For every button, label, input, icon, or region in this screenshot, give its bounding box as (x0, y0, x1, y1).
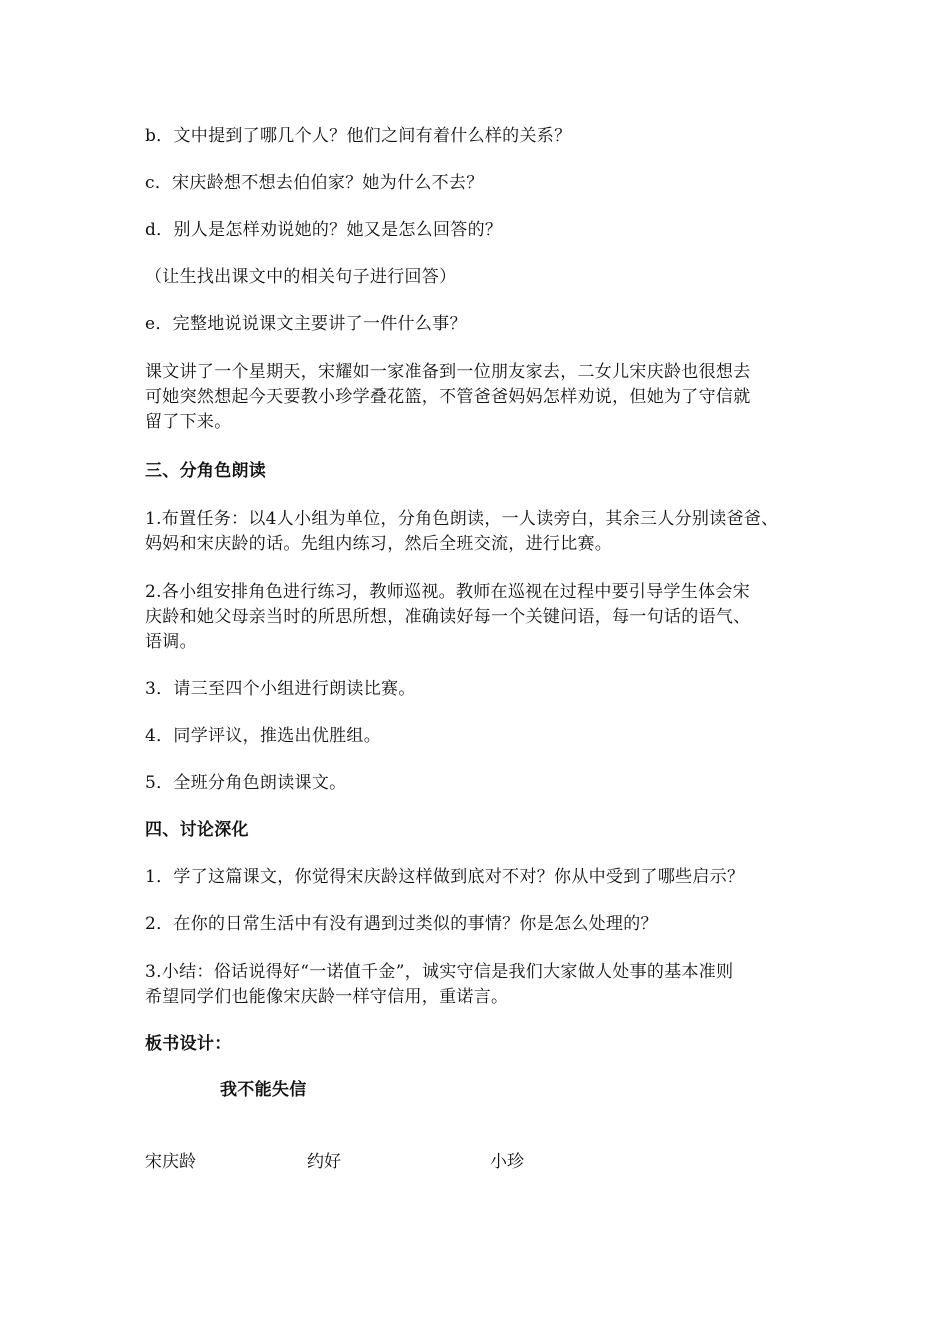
summary-line-3: 留了下来。 (145, 412, 232, 432)
section-4-item-3-line-1: 3.小结：俗话说得好“一诺值千金”，诚实守信是我们大家做人处事的基本准则 (145, 962, 734, 982)
board-cell-xiaozhen: 小珍 (490, 1152, 524, 1172)
section-4-item-1: 1．学了这篇课文，你觉得宋庆龄这样做到底对不对？你从中受到了哪些启示？ (145, 867, 745, 887)
board-cell-agreed: 约好 (307, 1152, 341, 1172)
question-b: b．文中提到了哪几个人？他们之间有着什么样的关系？ (145, 126, 572, 146)
section-3-item-2-line-1: 2.各小组安排角色进行练习，教师巡视。教师在巡视在过程中要引导学生体会宋 (145, 582, 751, 602)
question-c: c．宋庆龄想不想去伯伯家？她为什么不去？ (145, 173, 484, 193)
question-d: d．别人是怎样劝说她的？她又是怎么回答的？ (145, 220, 503, 240)
section-3-item-1-line-1: 1.布置任务：以4人小组为单位，分角色朗读，一人读旁白，其余三人分别读爸爸、 (145, 509, 779, 529)
section-4-item-3-line-2: 希望同学们也能像宋庆龄一样守信用，重诺言。 (145, 987, 509, 1007)
section-4-heading: 四、讨论深化 (145, 820, 249, 840)
board-design-label: 板书设计： (145, 1034, 232, 1054)
summary-line-2: 可她突然想起今天要教小珍学叠花篮，不管爸爸妈妈怎样劝说，但她为了守信就 (145, 387, 751, 407)
section-3-heading: 三、分角色朗读 (145, 461, 267, 481)
section-3-item-5: 5．全班分角色朗读课文。 (145, 773, 347, 793)
board-cell-song-qingling: 宋庆龄 (145, 1152, 196, 1172)
section-3-item-3: 3．请三至四个小组进行朗读比赛。 (145, 679, 416, 699)
question-e: e．完整地说说课文主要讲了一件什么事？ (145, 314, 467, 334)
instruction-note: （让生找出课文中的相关句子进行回答） (145, 267, 457, 287)
section-4-item-2: 2．在你的日常生活中有没有遇到过类似的事情？你是怎么处理的？ (145, 914, 658, 934)
summary-line-1: 课文讲了一个星期天，宋耀如一家准备到一位朋友家去，二女儿宋庆龄也很想去 (145, 362, 751, 382)
section-3-item-2-line-2: 庆龄和她父母亲当时的所思所想，准确读好每一个关键问语，每一句话的语气、 (145, 607, 751, 627)
section-3-item-2-line-3: 语调。 (145, 632, 197, 652)
board-title: 我不能失信 (220, 1080, 307, 1100)
section-3-item-1-line-2: 妈妈和宋庆龄的话。先组内练习，然后全班交流，进行比赛。 (145, 534, 613, 554)
section-3-item-4: 4．同学评议，推选出优胜组。 (145, 726, 382, 746)
